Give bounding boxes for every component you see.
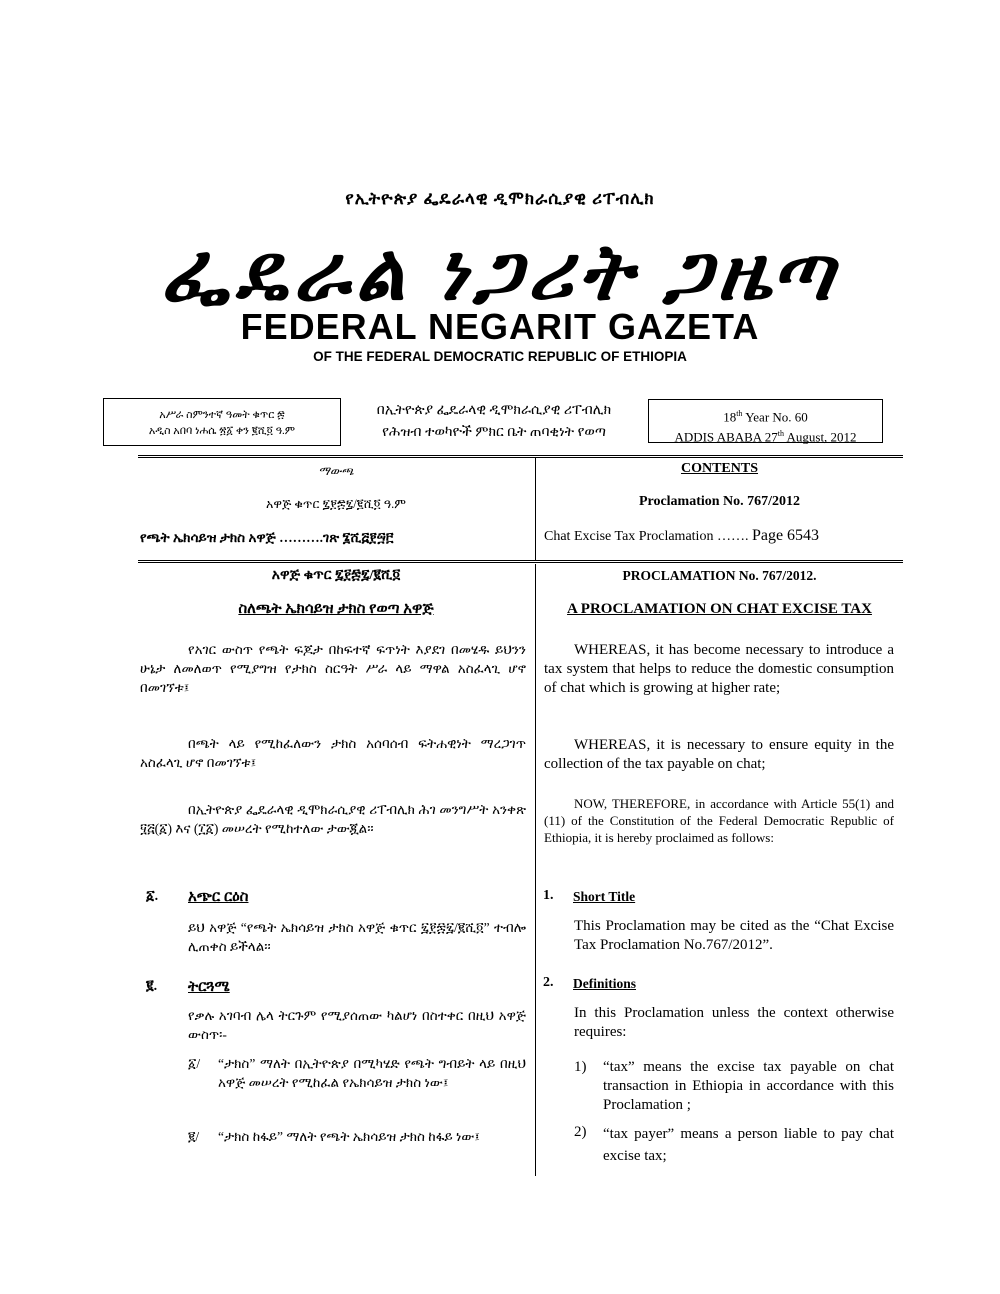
amharic-item-2-number: ፪/ bbox=[188, 1129, 200, 1144]
issue-year-number-amharic: አሥራ ስምንተኛ ዓመት ቁጥር ፷ bbox=[159, 409, 285, 421]
publisher-line-1: በኢትዮጵያ ፌዴራላዊ ዲሞክራሲያዊ ሪፐብሊክ bbox=[376, 403, 612, 418]
amharic-item-2-text: “ታክስ ከፋይ” ማለት የጫት ኤክሳይዝ ታክስ ከፋይ ነው፤ bbox=[218, 1129, 480, 1144]
english-item-2-text: “tax payer” means a person liable to pay chat excise tax; bbox=[603, 1126, 894, 1164]
amharic-item-1-number: ፩/ bbox=[188, 1056, 201, 1071]
publisher-note-box bbox=[344, 400, 644, 444]
gazette-title-amharic: ፌዴራል ነጋሪት ጋዜጣ bbox=[160, 229, 840, 316]
amharic-item-1-text: “ታክስ” ማለት በኢትዮጵያ በሚካሄድ የጫት ግብይት ላይ በዚህ አዋጅ መሠረት የሚከፈል የኤክሳይዝ ታክስ ነው፤ bbox=[218, 1056, 526, 1090]
contents-top-rule bbox=[138, 455, 903, 458]
amharic-preamble-paragraph-2: በጫት ላይ የሚከፈለውን ታክስ አሰባሰብ ፍትሐዊነት ማረጋገጥ አስፈላጊ ሆኖ በመገኘቱ፤ bbox=[140, 736, 526, 770]
issue-date-amharic: አዲስ አበባ ነሐሴ ፳፩ ቀን ፪ሺ፬ ዓ.ም bbox=[148, 425, 296, 437]
english-section-2-number: 2. bbox=[543, 975, 554, 990]
gazette-subtitle-english: OF THE FEDERAL DEMOCRATIC REPUBLIC OF ETHIOPIA bbox=[313, 349, 687, 364]
english-section-1-number: 1. bbox=[543, 888, 554, 903]
contents-proclamation-no-english: Proclamation No. 767/2012 bbox=[638, 494, 801, 509]
english-proclamation-title: A PROCLAMATION ON CHAT EXCISE TAX bbox=[567, 601, 872, 617]
issue-year-number-english: 18th Year No. 60 bbox=[723, 409, 808, 425]
amharic-section-1-text: ይህ አዋጅ “የጫት ኤክሳይዝ ታክስ አዋጅ ቁጥር ፯፻፷፯/፪ሺ፬” ተብሎ ሊጠቀስ ይችላል፡፡ bbox=[188, 920, 526, 954]
gazette-title-english: FEDERAL NEGARIT GAZETA bbox=[240, 306, 760, 347]
amharic-preamble-paragraph-1: የአገር ውስጥ የጫት ፍጆታ በከፍተኛ ፍጥነት እያደገ በመሄዱ ይህንን ሁኔታ ለመለወጥ የሚያግዝ የታክስ ስርዓት ሥራ ላይ ማዋል አስፈላጊ ሆኖ በመገኘቱ፤ bbox=[140, 642, 526, 695]
contents-entry-english: Chat Excise Tax Proclamation ……. Page 6543 bbox=[544, 527, 820, 544]
body-top-rule bbox=[138, 560, 903, 563]
issue-info-amharic-box bbox=[103, 398, 341, 446]
contents-heading-amharic: ማውጫ bbox=[318, 464, 354, 478]
amharic-section-1-title: አጭር ርዕስ bbox=[188, 889, 249, 905]
english-proclamation-number: PROCLAMATION No. 767/2012. bbox=[622, 568, 817, 583]
amharic-section-2-number: ፪. bbox=[146, 979, 158, 994]
english-preamble-paragraph-3: NOW, THEREFORE, in accordance with Article 55(1) and (11) of the Constitution of the Federal Democratic Republic of Ethiopia, it is hereby proclaimed as follows: bbox=[544, 796, 894, 845]
issue-date-english: ADDIS ABABA 27th August, 2012 bbox=[674, 429, 857, 445]
amharic-proclamation-number: አዋጅ ቁጥር ፯፻፷፯/፪ሺ፬ bbox=[271, 568, 401, 583]
english-section-2-title: Definitions bbox=[573, 976, 637, 991]
country-name-amharic: የኢትዮጵያ ፌዴራላዊ ዲሞክራሲያዊ ሪፐብሊክ bbox=[345, 189, 655, 208]
contents-entry-amharic: የጫት ኤክሳይዝ ታክስ አዋጅ ……….ገጽ ፮ሺ፭፻፵፫ bbox=[140, 530, 394, 545]
english-section-2-text: In this Proclamation unless the context otherwise requires: bbox=[574, 1005, 894, 1040]
contents-heading-english: CONTENTS bbox=[680, 461, 759, 476]
amharic-section-2-title: ትርጓሜ bbox=[188, 979, 230, 995]
english-preamble-paragraph-1: WHEREAS, it has become necessary to introduce a tax system that helps to reduce the domestic consumption of chat which is growing at higher rate; bbox=[544, 642, 894, 696]
english-item-2-number: 2) bbox=[574, 1124, 587, 1140]
contents-entry-page: Page 6543 bbox=[751, 527, 820, 544]
english-preamble-paragraph-2: WHEREAS, it is necessary to ensure equity in the collection of the tax payable on chat; bbox=[544, 737, 894, 772]
english-section-1-title: Short Title bbox=[573, 889, 636, 904]
english-section-1-text: This Proclamation may be cited as the “Chat Excise Tax Proclamation No.767/2012”. bbox=[574, 918, 894, 953]
amharic-section-2-text: የቃሉ አገባብ ሌላ ትርጉም የሚያሰጠው ካልሆነ በስተቀር በዚህ አዋጅ ውስጥ፡- bbox=[188, 1008, 526, 1042]
publisher-line-2: የሕዝብ ተወካዮች ምክር ቤት ጠባቂነት የወጣ bbox=[382, 425, 606, 440]
issue-info-english-box bbox=[648, 399, 883, 443]
amharic-preamble-paragraph-3: በኢትዮጵያ ፌዴራላዊ ዲሞክራሲያዊ ሪፐብሊክ ሕገ መንግሥት አንቀጽ ፶፭(፩) እና (፲፩) መሠረት የሚከተለው ታውጇል፡፡ bbox=[140, 802, 526, 836]
body-column-divider bbox=[535, 564, 536, 1176]
amharic-proclamation-title: ስለጫት ኤክሳይዝ ታክስ የወጣ አዋጅ bbox=[238, 601, 434, 617]
contents-proclamation-no-amharic: አዋጅ ቁጥር ፯፻፷፯/፪ሺ፬ ዓ.ም bbox=[266, 497, 406, 511]
english-item-1-number: 1) bbox=[574, 1059, 587, 1075]
english-item-1-text: “tax” means the excise tax payable on chat transaction in Ethiopia in accordance with this Proclamation ; bbox=[603, 1059, 894, 1113]
amharic-section-1-number: ፩. bbox=[146, 889, 159, 904]
